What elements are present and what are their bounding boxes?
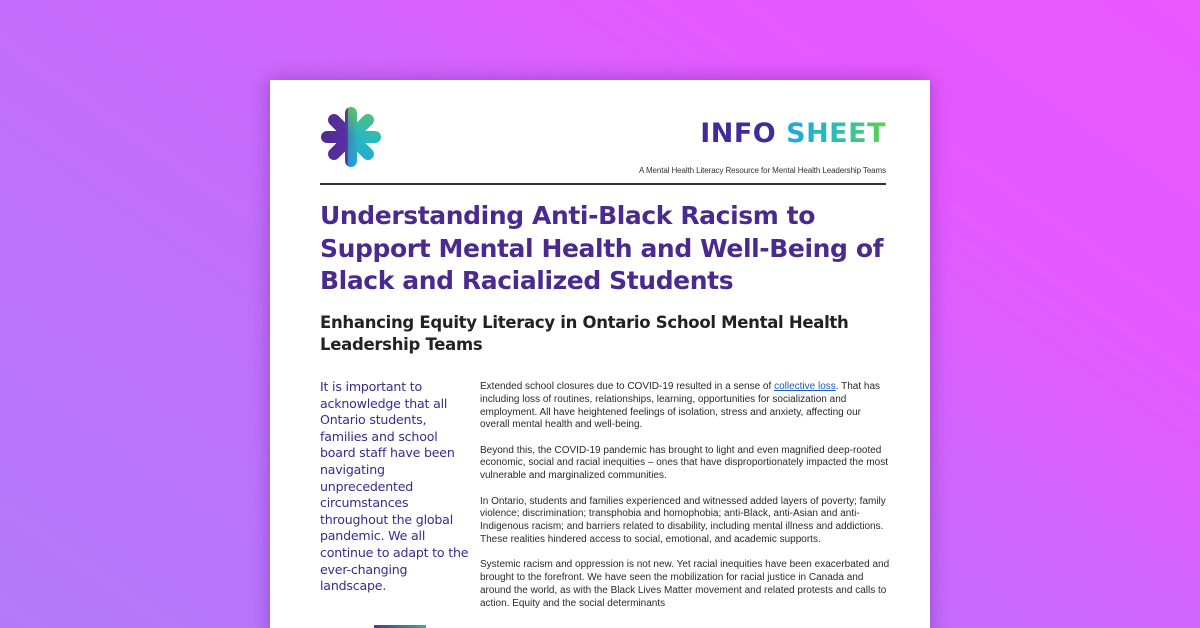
- paragraph-3: In Ontario, students and families experienced and witnessed added layers of poverty; family violence; discrimination; transphobia and homophobia; anti-Black, anti-Asian and anti-Indigenous racism; and barriers related to disability, including mental illness and addictions. These realities hindered access to social, emotional, and academic supports.: [480, 495, 886, 545]
- body-text: [480, 381, 890, 623]
- paragraph-1: [480, 381, 890, 432]
- info-sheet-page: [270, 80, 930, 628]
- flower-asterisk-logo-icon: [318, 104, 384, 170]
- brand-word-info: INFO: [700, 118, 777, 149]
- paragraph-1-text-a: Extended school closures due to COVID-19 resulted in a sense of: [480, 381, 775, 392]
- header-divider: [320, 183, 886, 185]
- info-sheet-brand: [700, 119, 886, 149]
- tagline: A Mental Health Literacy Resource for Mental Health Leadership Teams: [639, 166, 886, 175]
- paragraph-4: Systemic racism and oppression is not new. Yet racial inequities have been exacerbated and brought to the forefront. We have seen the mobilization for racial justice in Canada and around the world, as with the Black Lives Matter movement and related protests and calls to action. Equity and the social determinants: [480, 559, 890, 609]
- document-subtitle: Enhancing Equity Literacy in Ontario School Mental Health Leadership Teams: [320, 313, 849, 354]
- sidebar-callout: It is important to acknowledge that all Ontario students, families and school board staff have been navigating unprecedented circumstances throughout the global pandemic. We all continue to adapt to the ever-changing landscape.: [320, 379, 469, 594]
- brand-word-sheet: SHEET: [786, 118, 886, 149]
- paragraph-1-text-b: . That has including loss of routines, relationships, learning, opportunities for socialization and employment. All have heightened feelings of isolation, stress and anxiety, affecting our overall mental health and well-being.: [480, 381, 881, 431]
- paragraph-2: Beyond this, the COVID-19 pandemic has brought to light and even magnified deep-rooted economic, social and racial inequities – ones that have disproportionately impacted the most vulnerable and marginalized communities.: [480, 444, 889, 482]
- document-title: Understanding Anti-Black Racism to Support Mental Health and Well-Being of Black and Racialized Students: [320, 201, 884, 295]
- collective-loss-link[interactable]: collective loss: [774, 381, 836, 392]
